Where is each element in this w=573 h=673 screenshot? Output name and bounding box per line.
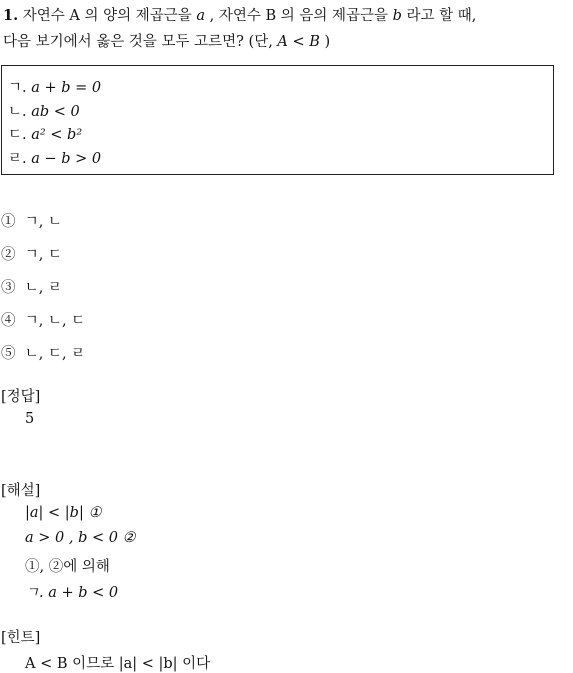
choice-2[interactable] xyxy=(1,243,62,264)
answer-value: 5 xyxy=(25,411,35,427)
statement-item xyxy=(8,147,101,168)
choice-3[interactable] xyxy=(1,276,62,297)
explanation-line: ㄱ. a + b < 0 xyxy=(25,585,119,601)
statement-expr: a + b = 0 xyxy=(31,80,102,96)
question-line-1 xyxy=(3,4,476,25)
statement-expr: ab < 0 xyxy=(31,104,80,120)
hint-text: A < B 이므로 |a| < |b| 이다 xyxy=(25,656,211,672)
choice-number: ④ xyxy=(1,313,16,329)
choice-5[interactable] xyxy=(1,342,85,363)
statement-expr: a − b > 0 xyxy=(31,151,102,167)
question-text-2b: ) xyxy=(324,34,331,50)
choice-text: ㄱ, ㄴ, ㄷ xyxy=(24,313,86,329)
question-var-a: a xyxy=(196,8,205,24)
question-text-1a: 자연수 A 의 양의 제곱근을 xyxy=(22,8,192,24)
statement-item xyxy=(8,100,80,121)
statement-expr: a² < b² xyxy=(31,127,83,143)
choice-number: ③ xyxy=(1,280,16,296)
question-line-2 xyxy=(3,30,330,51)
explanation-line: a > 0 , b < 0 ② xyxy=(25,530,136,546)
choice-text: ㄱ, ㄴ xyxy=(24,214,62,230)
answer-heading: [정답] xyxy=(1,389,41,405)
explanation-line: |a| < |b| ① xyxy=(25,505,102,521)
statement-item xyxy=(8,76,101,97)
choice-number: ⑤ xyxy=(1,346,16,362)
question-condition: A < B xyxy=(277,34,320,50)
question-var-b: b xyxy=(392,8,402,24)
explanation-line: ①, ②에 의해 xyxy=(25,559,110,575)
question-text-2a: 다음 보기에서 옳은 것을 모두 고르면? (단, xyxy=(3,34,273,50)
choice-number: ② xyxy=(1,247,16,263)
question-number: 1. xyxy=(3,7,19,24)
statement-label: ㄹ. xyxy=(8,151,27,167)
choice-text: ㄱ, ㄷ xyxy=(24,247,62,263)
statement-label: ㄴ. xyxy=(8,104,27,120)
question-text-1c: 라고 할 때, xyxy=(406,8,477,24)
statement-box xyxy=(1,65,554,175)
statement-label: ㄱ. xyxy=(8,80,27,96)
question-text-1b: , 자연수 B 의 음의 제곱근을 xyxy=(209,8,388,24)
choice-text: ㄴ, ㄷ, ㄹ xyxy=(24,346,86,362)
hint-heading: [힌트] xyxy=(1,630,41,646)
choice-number: ① xyxy=(1,214,16,230)
choice-4[interactable] xyxy=(1,309,85,330)
explanation-heading: [해설] xyxy=(1,483,41,499)
statement-item xyxy=(8,123,82,144)
statement-label: ㄷ. xyxy=(8,127,27,143)
choice-text: ㄴ, ㄹ xyxy=(24,280,62,296)
choice-1[interactable] xyxy=(1,210,62,231)
